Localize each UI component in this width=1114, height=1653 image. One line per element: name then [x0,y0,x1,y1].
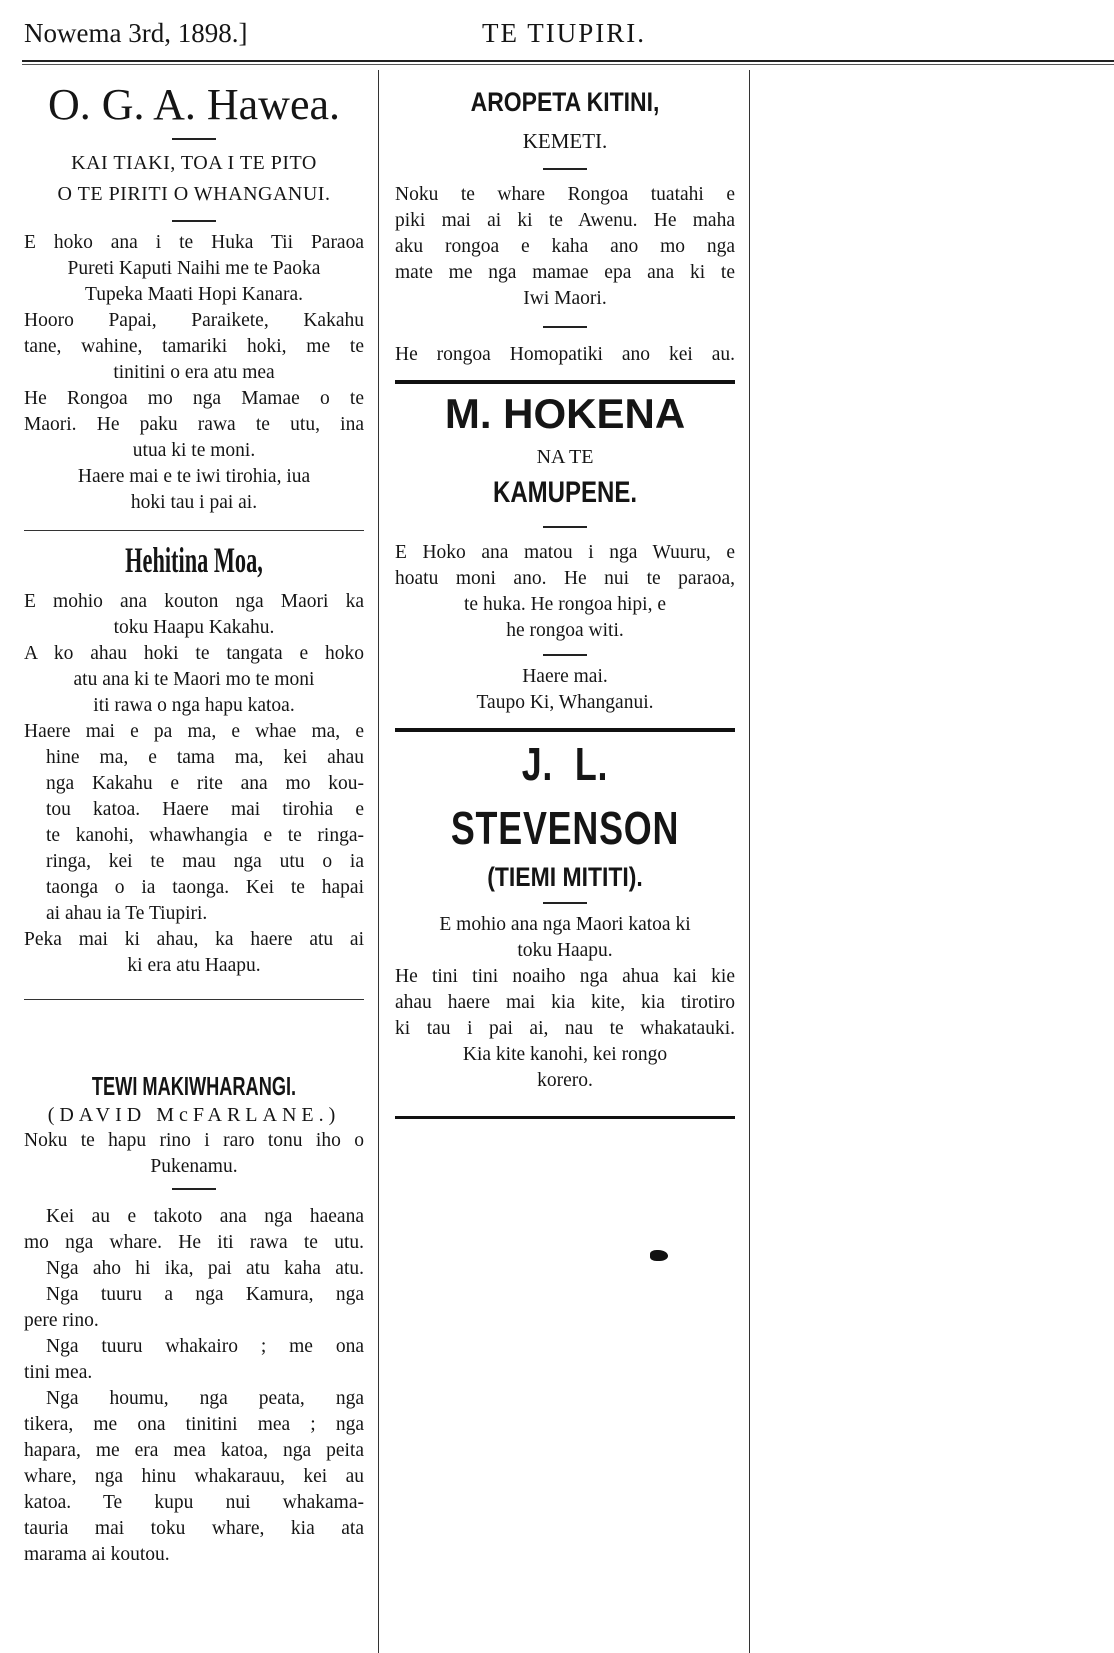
body-line: Pureti Kaputi Naihi me te Paoka [67,258,321,279]
advert-kitini [395,84,735,384]
body-line: Iwi Maori. [523,288,607,309]
body-line: Hooro Papai, Paraikete, Kakahu [24,310,364,331]
issue-date: Nowema 3rd, 1898.] [24,18,248,48]
body-line: Nga tuuru whakairo ; me ona [46,1336,364,1357]
advert-body [395,182,735,312]
body-line: te kanohi, whawhangia e te ringa- [46,825,364,846]
advert-title: J. L. STEVENSON [450,738,680,854]
body-line: he rongoa witi. [506,620,624,641]
advert-subtitle: (TIEMI MITITI). [487,862,643,892]
body-line: atu ana ki te Maori mo te moni [73,669,315,690]
left-column [24,80,364,1568]
body-line: tou katoa. Haere mai tirohia e [46,799,364,820]
column-divider [378,70,379,1653]
body-line: hoatu moni ano. He nui te paraoa, [395,568,735,589]
body-line: taonga o ia taonga. Kei te hapai [46,877,364,898]
short-rule [172,138,216,140]
section-rule [24,999,364,1000]
advert-subtitle: (DAVID McFARLANE.) [47,1104,341,1126]
body-line: hapara, me era mea katoa, nga peita [24,1440,364,1461]
advert-footer: Haere mai. [522,666,608,687]
advert-tewi [24,1070,364,1568]
body-line: ringa, kei te mau nga utu o ia [46,851,364,872]
body-line: He tini tini noaiho nga ahua kai kie [395,966,735,987]
short-rule [543,326,587,328]
body-line: mo nga whare. He iti rawa te utu. [24,1232,364,1253]
body-line: Peka mai ki ahau, ka haere atu ai [24,929,364,950]
short-rule [543,654,587,656]
body-line: He Rongoa mo nga Mamae o te [24,388,364,409]
body-line: Noku te whare Rongoa tuatahi e [395,184,735,205]
short-rule [543,168,587,170]
body-line: hine ma, e tama ma, kei ahau [46,747,364,768]
body-line: ki tau i pai ai, nau te whakatauki. [395,1018,735,1039]
column-divider [749,70,750,1653]
ink-blot [650,1250,668,1261]
advert-body [395,912,735,1094]
body-line: A ko ahau hoki te tangata e hoko [24,643,364,664]
advert-subtitle: KAI TIAKI, TOA I TE PITO [71,152,317,174]
body-line: E mohio ana kouton nga Maori ka [24,591,364,612]
advert-intro: Noku te hapu rino i raro tonu iho o [24,1130,364,1151]
advert-stevenson [395,732,735,1119]
advert-footer: Taupo Ki, Whanganui. [476,692,654,713]
advert-subtitle: NA TE [536,446,594,468]
body-line: Kia kite kanohi, kei rongo [462,1044,668,1065]
body-line: tinitini o era atu mea [113,362,275,383]
body-line: E hoko ana i te Huka Tii Paraoa [24,232,364,253]
advert-hawea [24,80,364,531]
body-line: iti rawa o nga hapu katoa. [93,695,295,716]
body-line: Kei au e takoto ana nga haeana [46,1206,364,1227]
body-line: nga Kakahu e rite ana mo kou- [46,773,364,794]
advert-intro: Pukenamu. [150,1156,238,1177]
middle-column [395,84,735,1119]
body-line: piki mai ai ki te Awenu. He maha [395,210,735,231]
body-line: tini mea. [24,1362,93,1383]
body-line: hoki tau i pai ai. [130,492,258,513]
section-rule [395,1116,735,1119]
body-line: Nga tuuru a nga Kamura, nga [46,1284,364,1305]
body-line: Maori. He paku rawa te utu, ina [24,414,364,435]
body-line: toku Haapu Kakahu. [113,617,275,638]
body-line: Haere mai e pa ma, e whae ma, e [24,721,364,742]
body-line: mate me nga mamae epa ana ki te [395,262,735,283]
body-line: whare, nga hinu whakarauu, kei au [24,1466,364,1487]
advert-title: TEWI MAKIWHARANGI. [91,1071,297,1101]
body-line: tane, wahine, tamariki hoki, me te [24,336,364,357]
body-line: tauria mai toku whare, kia ata [24,1518,364,1539]
body-line: E mohio ana nga Maori katoa ki [439,914,691,935]
body-line: E Hoko ana matou i nga Wuuru, e [395,542,735,563]
advert-footer: He rongoa Homopatiki ano kei au. [395,344,735,365]
header-rule [22,60,1114,65]
short-rule [543,526,587,528]
body-line: Nga aho hi ika, pai atu kaha atu. [46,1258,364,1279]
advert-hokena [395,384,735,732]
advert-subtitle: KEMETI. [522,129,608,153]
advert-body [24,230,364,516]
body-line: toku Haapu. [517,940,613,961]
body-line: Tupeka Maati Hopi Kanara. [84,284,304,305]
advert-body [24,589,364,979]
advert-body [24,1204,364,1568]
body-line: korero. [537,1070,593,1091]
advert-body [395,540,735,644]
body-line: te huka. He rongoa hipi, e [464,594,666,615]
body-line: Nga houmu, nga peata, nga [46,1388,364,1409]
advert-title: M. HOKENA [444,390,686,437]
body-line: marama ai koutou. [24,1544,170,1565]
advert-hehitina [24,531,364,1000]
body-line: aku rongoa e kaha ano mo nga [395,236,735,257]
short-rule [172,1188,216,1190]
advert-title-2: KAMUPENE. [492,476,637,509]
short-rule [543,902,587,904]
advert-title: O. G. A. Hawea. [47,80,341,129]
body-line: katoa. Te kupu nui whakama- [24,1492,364,1513]
body-line: Haere mai e te iwi tirohia, iua [77,466,311,487]
body-line: ahau haere mai kia kite, kia tirotiro [395,992,735,1013]
advert-subtitle: O TE PIRITI O WHANGANUI. [57,183,331,205]
body-line: tikera, me ona tinitini mea ; nga [24,1414,364,1435]
body-line: ki era atu Haapu. [127,955,261,976]
advert-title: AROPETA KITINI, [470,87,660,117]
advert-title: Hehitina Moa, [125,540,263,580]
body-line: pere rino. [24,1310,99,1331]
masthead: TE TIUPIRI. [482,18,646,48]
body-line: ai ahau ia Te Tiupiri. [46,903,208,924]
body-line: utua ki te moni. [132,440,256,461]
short-rule [172,220,216,222]
